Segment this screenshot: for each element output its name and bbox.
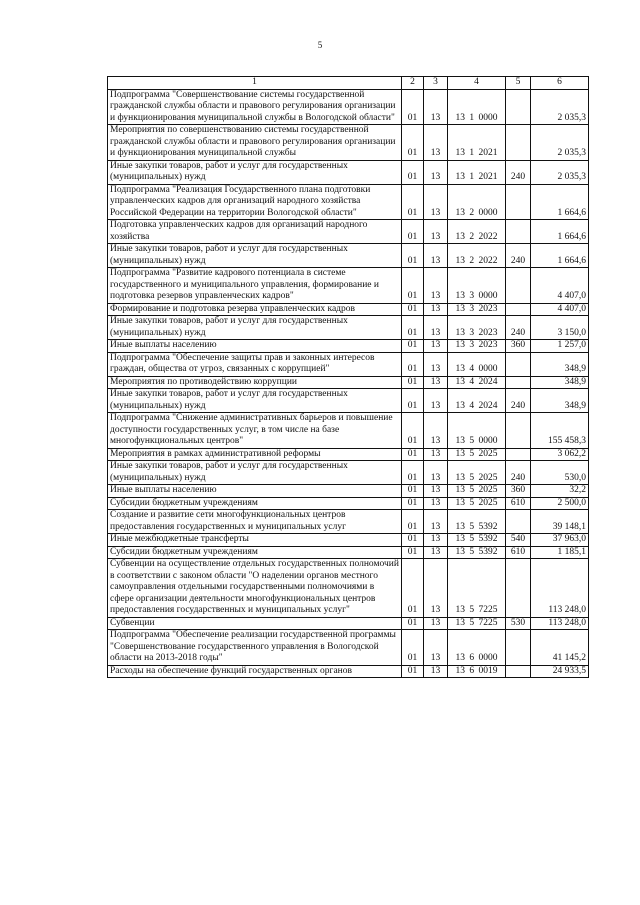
subsection-code: 13	[424, 617, 448, 630]
amount: 530,0	[531, 461, 589, 485]
row-name: Субвенции	[108, 617, 402, 630]
table-row	[108, 376, 589, 389]
target-article-code: 13 5 7225	[448, 617, 506, 630]
target-article-code: 13 5 7225	[448, 559, 506, 618]
table-row	[108, 630, 589, 666]
expense-type-code: 540	[506, 534, 531, 547]
row-name: Иные выплаты населению	[108, 485, 402, 498]
section-code: 01	[402, 89, 424, 125]
amount: 2 035,3	[531, 160, 589, 184]
subsection-code: 13	[424, 220, 448, 244]
expense-type-code	[506, 630, 531, 666]
section-code: 01	[402, 559, 424, 618]
target-article-code: 13 5 5392	[448, 534, 506, 547]
section-code: 01	[402, 461, 424, 485]
target-article-code: 13 5 5392	[448, 546, 506, 559]
expense-type-code	[506, 448, 531, 461]
table-row	[108, 448, 589, 461]
target-article-code: 13 5 5392	[448, 510, 506, 534]
section-code: 01	[402, 546, 424, 559]
row-name: Мероприятия по противодействию коррупции	[108, 376, 402, 389]
amount: 4 407,0	[531, 268, 589, 304]
amount: 1 257,0	[531, 340, 589, 353]
table-row	[108, 268, 589, 304]
target-article-code: 13 3 2023	[448, 340, 506, 353]
table-row	[108, 220, 589, 244]
subsection-code: 13	[424, 160, 448, 184]
row-name: Формирование и подготовка резерва управленческих кадров	[108, 303, 402, 316]
column-header: 5	[506, 77, 531, 90]
table-row	[108, 316, 589, 340]
amount: 348,9	[531, 389, 589, 413]
target-article-code: 13 5 2025	[448, 485, 506, 498]
section-code: 01	[402, 352, 424, 376]
table-row	[108, 340, 589, 353]
table-row	[108, 413, 589, 449]
section-code: 01	[402, 665, 424, 678]
amount: 32,2	[531, 485, 589, 498]
expense-type-code	[506, 510, 531, 534]
subsection-code: 13	[424, 413, 448, 449]
target-article-code: 13 1 0000	[448, 89, 506, 125]
target-article-code: 13 3 2023	[448, 303, 506, 316]
row-name: Иные закупки товаров, работ и услуг для государственных (муниципальных) нужд	[108, 389, 402, 413]
target-article-code: 13 6 0019	[448, 665, 506, 678]
table-row	[108, 534, 589, 547]
table-row	[108, 89, 589, 125]
target-article-code: 13 1 2021	[448, 125, 506, 161]
section-code: 01	[402, 389, 424, 413]
expense-type-code	[506, 220, 531, 244]
amount: 1 664,6	[531, 244, 589, 268]
target-article-code: 13 1 2021	[448, 160, 506, 184]
expense-type-code: 610	[506, 497, 531, 510]
amount: 2 500,0	[531, 497, 589, 510]
subsection-code: 13	[424, 352, 448, 376]
section-code: 01	[402, 220, 424, 244]
amount: 1 185,1	[531, 546, 589, 559]
amount: 2 035,3	[531, 125, 589, 161]
section-code: 01	[402, 160, 424, 184]
subsection-code: 13	[424, 461, 448, 485]
section-code: 01	[402, 617, 424, 630]
table-row	[108, 546, 589, 559]
target-article-code: 13 4 2024	[448, 376, 506, 389]
target-article-code: 13 2 2022	[448, 244, 506, 268]
amount: 3 062,2	[531, 448, 589, 461]
subsection-code: 13	[424, 303, 448, 316]
row-name: Субсидии бюджетным учреждениям	[108, 546, 402, 559]
amount: 1 664,6	[531, 184, 589, 220]
row-name: Субвенции на осуществление отдельных государственных полномочий в соответствии с законом области "О наделении органов местного самоуправления отдельными государственными полномочиями в сфере организации деятельности многофункциональных центров предоставления государственных и муниципальных услуг"	[108, 559, 402, 618]
subsection-code: 13	[424, 448, 448, 461]
table-row	[108, 352, 589, 376]
row-name: Расходы на обеспечение функций государственных органов	[108, 665, 402, 678]
subsection-code: 13	[424, 510, 448, 534]
row-name: Иные закупки товаров, работ и услуг для государственных (муниципальных) нужд	[108, 316, 402, 340]
section-code: 01	[402, 497, 424, 510]
table-row	[108, 617, 589, 630]
subsection-code: 13	[424, 534, 448, 547]
expense-type-code: 240	[506, 389, 531, 413]
subsection-code: 13	[424, 559, 448, 618]
expense-type-code: 240	[506, 316, 531, 340]
amount: 348,9	[531, 376, 589, 389]
column-header: 1	[108, 77, 402, 90]
section-code: 01	[402, 534, 424, 547]
row-name: Подпрограмма "Обеспечение реализации государственной программы "Совершенствование государственного управления в Вологодской области на 2013-2018 годы"	[108, 630, 402, 666]
row-name: Создание и развитие сети многофункциональных центров предоставления государственных и муниципальных услуг	[108, 510, 402, 534]
amount: 155 458,3	[531, 413, 589, 449]
expense-type-code: 360	[506, 485, 531, 498]
expense-type-code	[506, 125, 531, 161]
target-article-code: 13 4 0000	[448, 352, 506, 376]
expense-type-code	[506, 352, 531, 376]
row-name: Иные закупки товаров, работ и услуг для государственных (муниципальных) нужд	[108, 461, 402, 485]
column-header: 4	[448, 77, 506, 90]
column-header: 3	[424, 77, 448, 90]
subsection-code: 13	[424, 244, 448, 268]
expense-type-code: 530	[506, 617, 531, 630]
target-article-code: 13 2 2022	[448, 220, 506, 244]
amount: 1 664,6	[531, 220, 589, 244]
target-article-code: 13 5 2025	[448, 497, 506, 510]
expense-type-code: 240	[506, 160, 531, 184]
subsection-code: 13	[424, 125, 448, 161]
subsection-code: 13	[424, 316, 448, 340]
section-code: 01	[402, 184, 424, 220]
table-row	[108, 244, 589, 268]
table-row	[108, 125, 589, 161]
row-name: Мероприятия по совершенствованию системы государственной гражданской службы области и правового регулирования организации и функционирования муниципальной службы	[108, 125, 402, 161]
table-row	[108, 303, 589, 316]
row-name: Мероприятия в рамках административной реформы	[108, 448, 402, 461]
table-row	[108, 389, 589, 413]
amount: 2 035,3	[531, 89, 589, 125]
amount: 37 963,0	[531, 534, 589, 547]
target-article-code: 13 6 0000	[448, 630, 506, 666]
target-article-code: 13 4 2024	[448, 389, 506, 413]
expense-type-code	[506, 413, 531, 449]
table-row	[108, 559, 589, 618]
table-row	[108, 510, 589, 534]
row-name: Подпрограмма "Развитие кадрового потенциала в системе государственного и муниципального управления, формирование и подготовка резервов управленческих кадров"	[108, 268, 402, 304]
row-name: Субсидии бюджетным учреждениям	[108, 497, 402, 510]
section-code: 01	[402, 413, 424, 449]
section-code: 01	[402, 376, 424, 389]
section-code: 01	[402, 316, 424, 340]
section-code: 01	[402, 244, 424, 268]
table-row	[108, 485, 589, 498]
column-header: 2	[402, 77, 424, 90]
row-name: Иные выплаты населению	[108, 340, 402, 353]
expense-type-code	[506, 268, 531, 304]
subsection-code: 13	[424, 376, 448, 389]
row-name: Подпрограмма "Совершенствование системы государственной гражданской службы области и правового регулирования организации и функционирования муниципальной службы в Вологодской области"	[108, 89, 402, 125]
expense-type-code: 360	[506, 340, 531, 353]
expense-type-code	[506, 89, 531, 125]
section-code: 01	[402, 340, 424, 353]
section-code: 01	[402, 303, 424, 316]
row-name: Иные межбюджетные трансферты	[108, 534, 402, 547]
table-row	[108, 461, 589, 485]
subsection-code: 13	[424, 268, 448, 304]
section-code: 01	[402, 485, 424, 498]
target-article-code: 13 3 2023	[448, 316, 506, 340]
subsection-code: 13	[424, 665, 448, 678]
row-name: Подпрограмма "Снижение административных барьеров и повышение доступности государственных услуг, в том числе на базе многофункциональных центров"	[108, 413, 402, 449]
section-code: 01	[402, 510, 424, 534]
row-name: Иные закупки товаров, работ и услуг для государственных (муниципальных) нужд	[108, 244, 402, 268]
amount: 3 150,0	[531, 316, 589, 340]
expense-type-code	[506, 559, 531, 618]
amount: 4 407,0	[531, 303, 589, 316]
budget-table	[107, 76, 589, 678]
section-code: 01	[402, 448, 424, 461]
expense-type-code	[506, 376, 531, 389]
expense-type-code: 610	[506, 546, 531, 559]
section-code: 01	[402, 268, 424, 304]
expense-type-code	[506, 303, 531, 316]
row-name: Подпрограмма "Реализация Государственного плана подготовки управленческих кадров для организаций народного хозяйства Российской Федерации на территории Вологодской области"	[108, 184, 402, 220]
expense-type-code: 240	[506, 461, 531, 485]
subsection-code: 13	[424, 389, 448, 413]
amount: 24 933,5	[531, 665, 589, 678]
amount: 113 248,0	[531, 559, 589, 618]
subsection-code: 13	[424, 546, 448, 559]
section-code: 01	[402, 125, 424, 161]
subsection-code: 13	[424, 89, 448, 125]
row-name: Подготовка управленческих кадров для организаций народного хозяйства	[108, 220, 402, 244]
expense-type-code: 240	[506, 244, 531, 268]
expense-type-code	[506, 665, 531, 678]
row-name: Подпрограмма "Обеспечение защиты прав и законных интересов граждан, общества от угроз, связанных с коррупцией"	[108, 352, 402, 376]
target-article-code: 13 3 0000	[448, 268, 506, 304]
table-row	[108, 184, 589, 220]
section-code: 01	[402, 630, 424, 666]
header-row	[108, 77, 589, 90]
amount: 39 148,1	[531, 510, 589, 534]
subsection-code: 13	[424, 630, 448, 666]
subsection-code: 13	[424, 340, 448, 353]
subsection-code: 13	[424, 497, 448, 510]
table-row	[108, 160, 589, 184]
target-article-code: 13 5 2025	[448, 461, 506, 485]
page-number: 5	[317, 40, 323, 50]
target-article-code: 13 5 0000	[448, 413, 506, 449]
subsection-code: 13	[424, 485, 448, 498]
expense-type-code	[506, 184, 531, 220]
subsection-code: 13	[424, 184, 448, 220]
row-name: Иные закупки товаров, работ и услуг для государственных (муниципальных) нужд	[108, 160, 402, 184]
column-header: 6	[531, 77, 589, 90]
target-article-code: 13 2 0000	[448, 184, 506, 220]
amount: 41 145,2	[531, 630, 589, 666]
amount: 113 248,0	[531, 617, 589, 630]
table-row	[108, 665, 589, 678]
target-article-code: 13 5 2025	[448, 448, 506, 461]
amount: 348,9	[531, 352, 589, 376]
table-row	[108, 497, 589, 510]
